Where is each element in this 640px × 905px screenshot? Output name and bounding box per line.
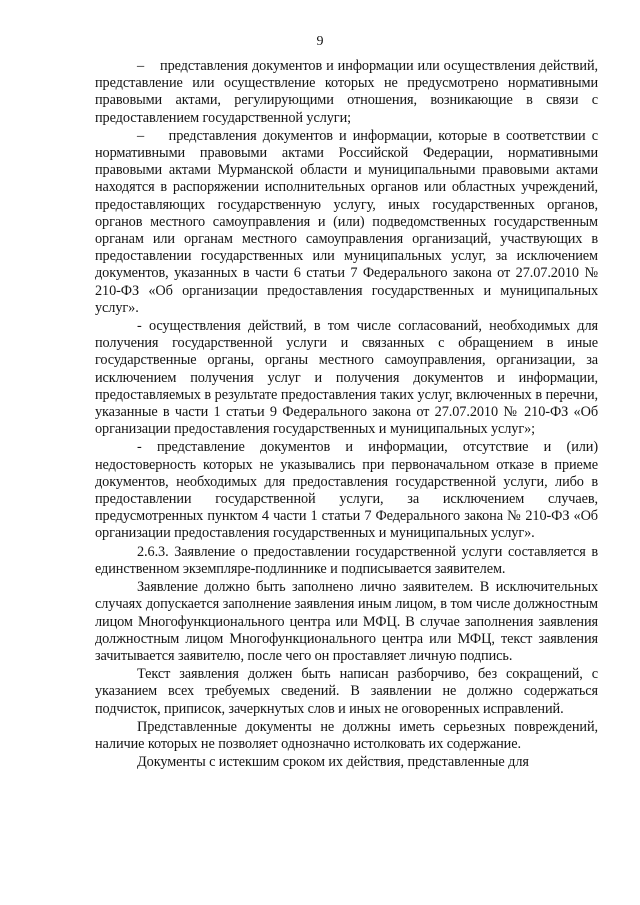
page-number: 9 bbox=[316, 34, 324, 49]
paragraph: - осуществления действий, в том числе согласований, необходимых для получения государственной услуги и связанных с обращением в иные государственные органы, органы местного самоуправления, организации, за исключением получения услуг и получения документов и информации, предоставляемых в результате предоставления таких услуг, включенных в перечни, указанные в части 1 статьи 9 Федерального закона от 27.07.2010 № 210-ФЗ «Об организации предоставления государственных и муниципальных услуг»; bbox=[95, 318, 598, 438]
paragraph: Документы с истекшим сроком их действия, представленные для bbox=[137, 754, 529, 771]
paragraph: Представленные документы не должны иметь серьезных повреждений, наличие которых не позволяет однозначно истолковать их содержание. bbox=[95, 718, 598, 752]
document-body bbox=[95, 58, 598, 771]
paragraph: Текст заявления должен быть написан разборчиво, без сокращений, с указанием всех требуемых сведений. В заявлении не должно содержаться подчисток, приписок, зачеркнутых слов и иных не оговоренных исправлений. bbox=[95, 666, 598, 717]
paragraph: – представления документов и информации, которые в соответствии с нормативными правовыми актами Российской Федерации, нормативными правовыми актами Мурманской области и муниципальными правовыми актами находятся в распоряжении исполнительных органов или областных учреждений, предоставляющих государственную услугу, иных государственных органов, органов местного самоуправления и (или) подведомственных государственным органам или органам местного самоуправления организаций, участвующих в предоставлении государственных или муниципальных услуг, за исключением документов, указанных в части 6 статьи 7 Федерального закона от 27.07.2010 № 210-ФЗ «Об организации предоставления государственных и муниципальных услуг». bbox=[95, 127, 598, 316]
paragraph: - представление документов и информации, отсутствие и (или) недостоверность которых не указывались при первоначальном отказе в приеме документов, необходимых для предоставления государственной услуги, либо в предоставлении государственной услуги, за исключением случаев, предусмотренных пунктом 4 части 1 статьи 7 Федерального закона № 210-ФЗ «Об организации предоставления государственных и муниципальных услуг». bbox=[95, 439, 598, 542]
paragraph: Заявление должно быть заполнено лично заявителем. В исключительных случаях допускается заполнение заявления иным лицом, в том числе должностным лицом Многофункционального центра или МФЦ. В случае заполнения заявления должностным лицом Многофункционального центра или МФЦ, текст заявления зачитывается заявителю, после чего он проставляет личную подпись. bbox=[95, 579, 598, 664]
paragraph: – представления документов и информации или осуществления действий, представление или осуществление которых не предусмотрено нормативными правовыми актами, регулирующими отношения, возникающие в связи с предоставлением государственной услуги; bbox=[95, 58, 598, 126]
paragraph: 2.6.3. Заявление о предоставлении государственной услуги составляется в единственном экземпляре-подлиннике и подписывается заявителем. bbox=[95, 543, 598, 577]
